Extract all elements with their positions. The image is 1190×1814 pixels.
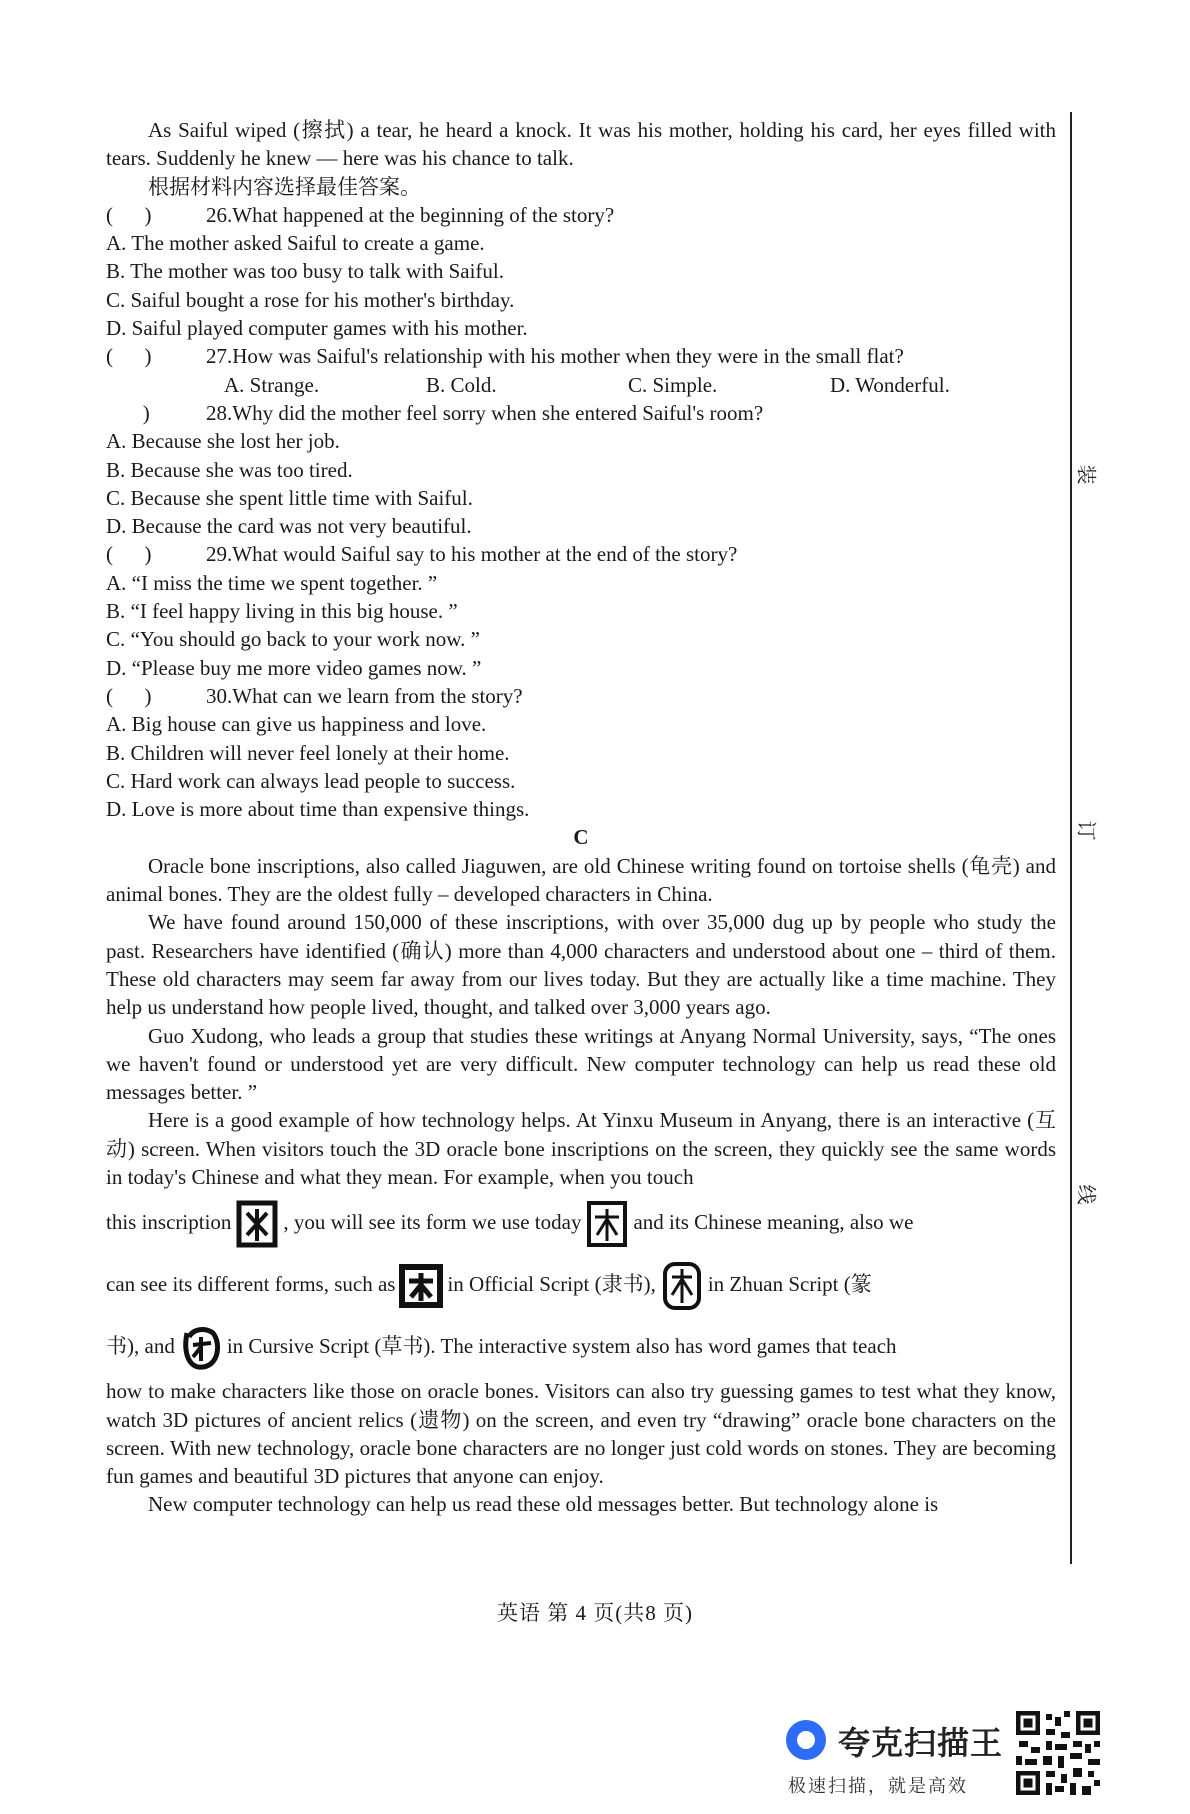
question-26 <box>106 201 1056 342</box>
section-c-heading: C <box>573 825 589 850</box>
answer-blank[interactable]: ( ) <box>106 542 152 567</box>
answer-blank[interactable]: ) <box>106 400 150 425</box>
margin-mark-1: 装 <box>1074 464 1097 485</box>
option-d: D. Because the card was not very beautiful. <box>106 514 472 539</box>
brand-name: 夸克扫描王 <box>838 1724 1004 1762</box>
answer-blank[interactable]: ( ) <box>106 344 152 369</box>
question-number: 28. <box>206 400 233 425</box>
option-a: A. The mother asked Saiful to create a game. <box>106 231 485 256</box>
option-c: C. Simple. <box>628 372 718 397</box>
option-c: C. Because she spent little time with Saiful. <box>106 485 473 510</box>
section-c-paragraph-4-start: Here is a good example of how technology helps. At Yinxu Museum in Anyang, there is an interactive (互动) screen. When visitors touch the 3D oracle bone inscriptions on the screen, they quickly see the same words in today's Chinese and what they mean. For example, when you touch <box>106 1108 1056 1189</box>
option-b: B. Cold. <box>426 372 497 397</box>
passage-b-ending: As Saiful wiped (擦拭) a tear, he heard a knock. It was his mother, holding his card, her eyes filled with tears. Suddenly he knew — here was his chance to talk. <box>106 118 1056 171</box>
option-d: D. Saiful played computer games with his mother. <box>106 316 528 341</box>
option-d: D. Love is more about time than expensive things. <box>106 797 530 822</box>
option-c: C. Hard work can always lead people to success. <box>106 768 516 793</box>
section-c-paragraph-1: Oracle bone inscriptions, also called Jiaguwen, are old Chinese writing found on tortoise shells (龟壳) and animal bones. They are the oldest fully – developed characters in China. <box>106 853 1056 907</box>
binding-line <box>1070 112 1072 1564</box>
answer-blank[interactable]: ( ) <box>106 202 152 227</box>
section-c-paragraph-3: Guo Xudong, who leads a group that studies these writings at Anyang Normal University, says, “The ones we haven't found or understood yet are very difficult. New computer technology can help us read these old messages better. ” <box>106 1023 1056 1105</box>
oracle-bone-glyph-icon <box>235 1199 279 1249</box>
option-d: D. “Please buy me more video games now. ” <box>106 655 482 680</box>
question-number: 26. <box>206 202 233 227</box>
question-30 <box>106 682 1056 823</box>
section-c-paragraph-2: We have found around 150,000 of these inscriptions, with over 35,000 dug up by people who study the past. Researchers have identified (确认) more than 4,000 characters and understood about one – third of them. These old characters may seem far away from our lives today. But they are actually like a time machine. They help us understand how people lived, thought, and talked over 3,000 years ago. <box>106 910 1056 1020</box>
option-c: C. “You should go back to your work now. ” <box>106 627 480 652</box>
option-b: B. “I feel happy living in this big house. ” <box>106 599 458 624</box>
question-text: Why did the mother feel sorry when she entered Saiful's room? <box>232 400 764 425</box>
option-b: B. Children will never feel lonely at their home. <box>106 740 510 765</box>
glyph-line-1: this inscription , you will see its form we use today and its Chinese meaning, also we <box>106 1191 1056 1253</box>
answer-blank[interactable]: ( ) <box>106 683 152 708</box>
option-a: A. Because she lost her job. <box>106 429 340 454</box>
glyph-line-3: 书), and in Cursive Script (草书). The interactive system also has word games that teach <box>106 1315 1056 1377</box>
question-number: 29. <box>206 542 233 567</box>
option-b: B. The mother was too busy to talk with Saiful. <box>106 259 504 284</box>
official-script-glyph-icon <box>399 1261 443 1311</box>
section-c-paragraph-5: New computer technology can help us read these old messages better. But technology alone is <box>148 1492 939 1517</box>
option-b: B. Because she was too tired. <box>106 457 353 482</box>
option-d: D. Wonderful. <box>830 372 950 397</box>
question-text: What happened at the beginning of the story? <box>232 202 615 227</box>
scanner-watermark <box>786 1718 1026 1798</box>
modern-character-kun-icon <box>585 1199 629 1249</box>
quark-logo-icon <box>786 1720 826 1760</box>
question-text: What can we learn from the story? <box>232 683 523 708</box>
option-a: A. Strange. <box>224 372 320 397</box>
option-a: A. “I miss the time we spent together. ” <box>106 570 438 595</box>
margin-mark-2: 订 <box>1074 820 1097 841</box>
glyph-line-2: can see its different forms, such as in Official Script (隶书), in Zhuan Script (篆 <box>106 1253 1056 1315</box>
question-29 <box>106 540 1056 681</box>
option-c: C. Saiful bought a rose for his mother's birthday. <box>106 287 515 312</box>
question-number: 30. <box>206 683 233 708</box>
instruction: 根据材料内容选择最佳答案。 <box>148 174 421 199</box>
qr-code-icon <box>1013 1708 1103 1798</box>
page-content <box>106 116 1056 1519</box>
zhuan-script-glyph-icon <box>660 1261 704 1311</box>
cursive-script-glyph-icon <box>179 1323 223 1373</box>
page-footer: 英语 第 4 页(共8 页) <box>497 1601 693 1625</box>
margin-mark-3: 线 <box>1074 1184 1097 1205</box>
question-27 <box>106 342 1056 399</box>
brand-slogan: 极速扫描，就是高效 <box>788 1776 968 1797</box>
question-number: 27. <box>206 344 233 369</box>
question-28 <box>106 399 1056 540</box>
section-c-paragraph-4-end: how to make characters like those on oracle bones. Visitors can also try guessing games to test what they know, watch 3D pictures of ancient relics (遗物) on the screen, and even try “drawing” oracle bone characters on the screen. With new technology, oracle bone characters are no longer just cold words on stones. They are becoming fun games and beautiful 3D pictures that anyone can enjoy. <box>106 1379 1056 1489</box>
question-text: What would Saiful say to his mother at the end of the story? <box>232 542 738 567</box>
option-a: A. Big house can give us happiness and love. <box>106 712 487 737</box>
question-text: How was Saiful's relationship with his mother when they were in the small flat? <box>232 344 904 369</box>
